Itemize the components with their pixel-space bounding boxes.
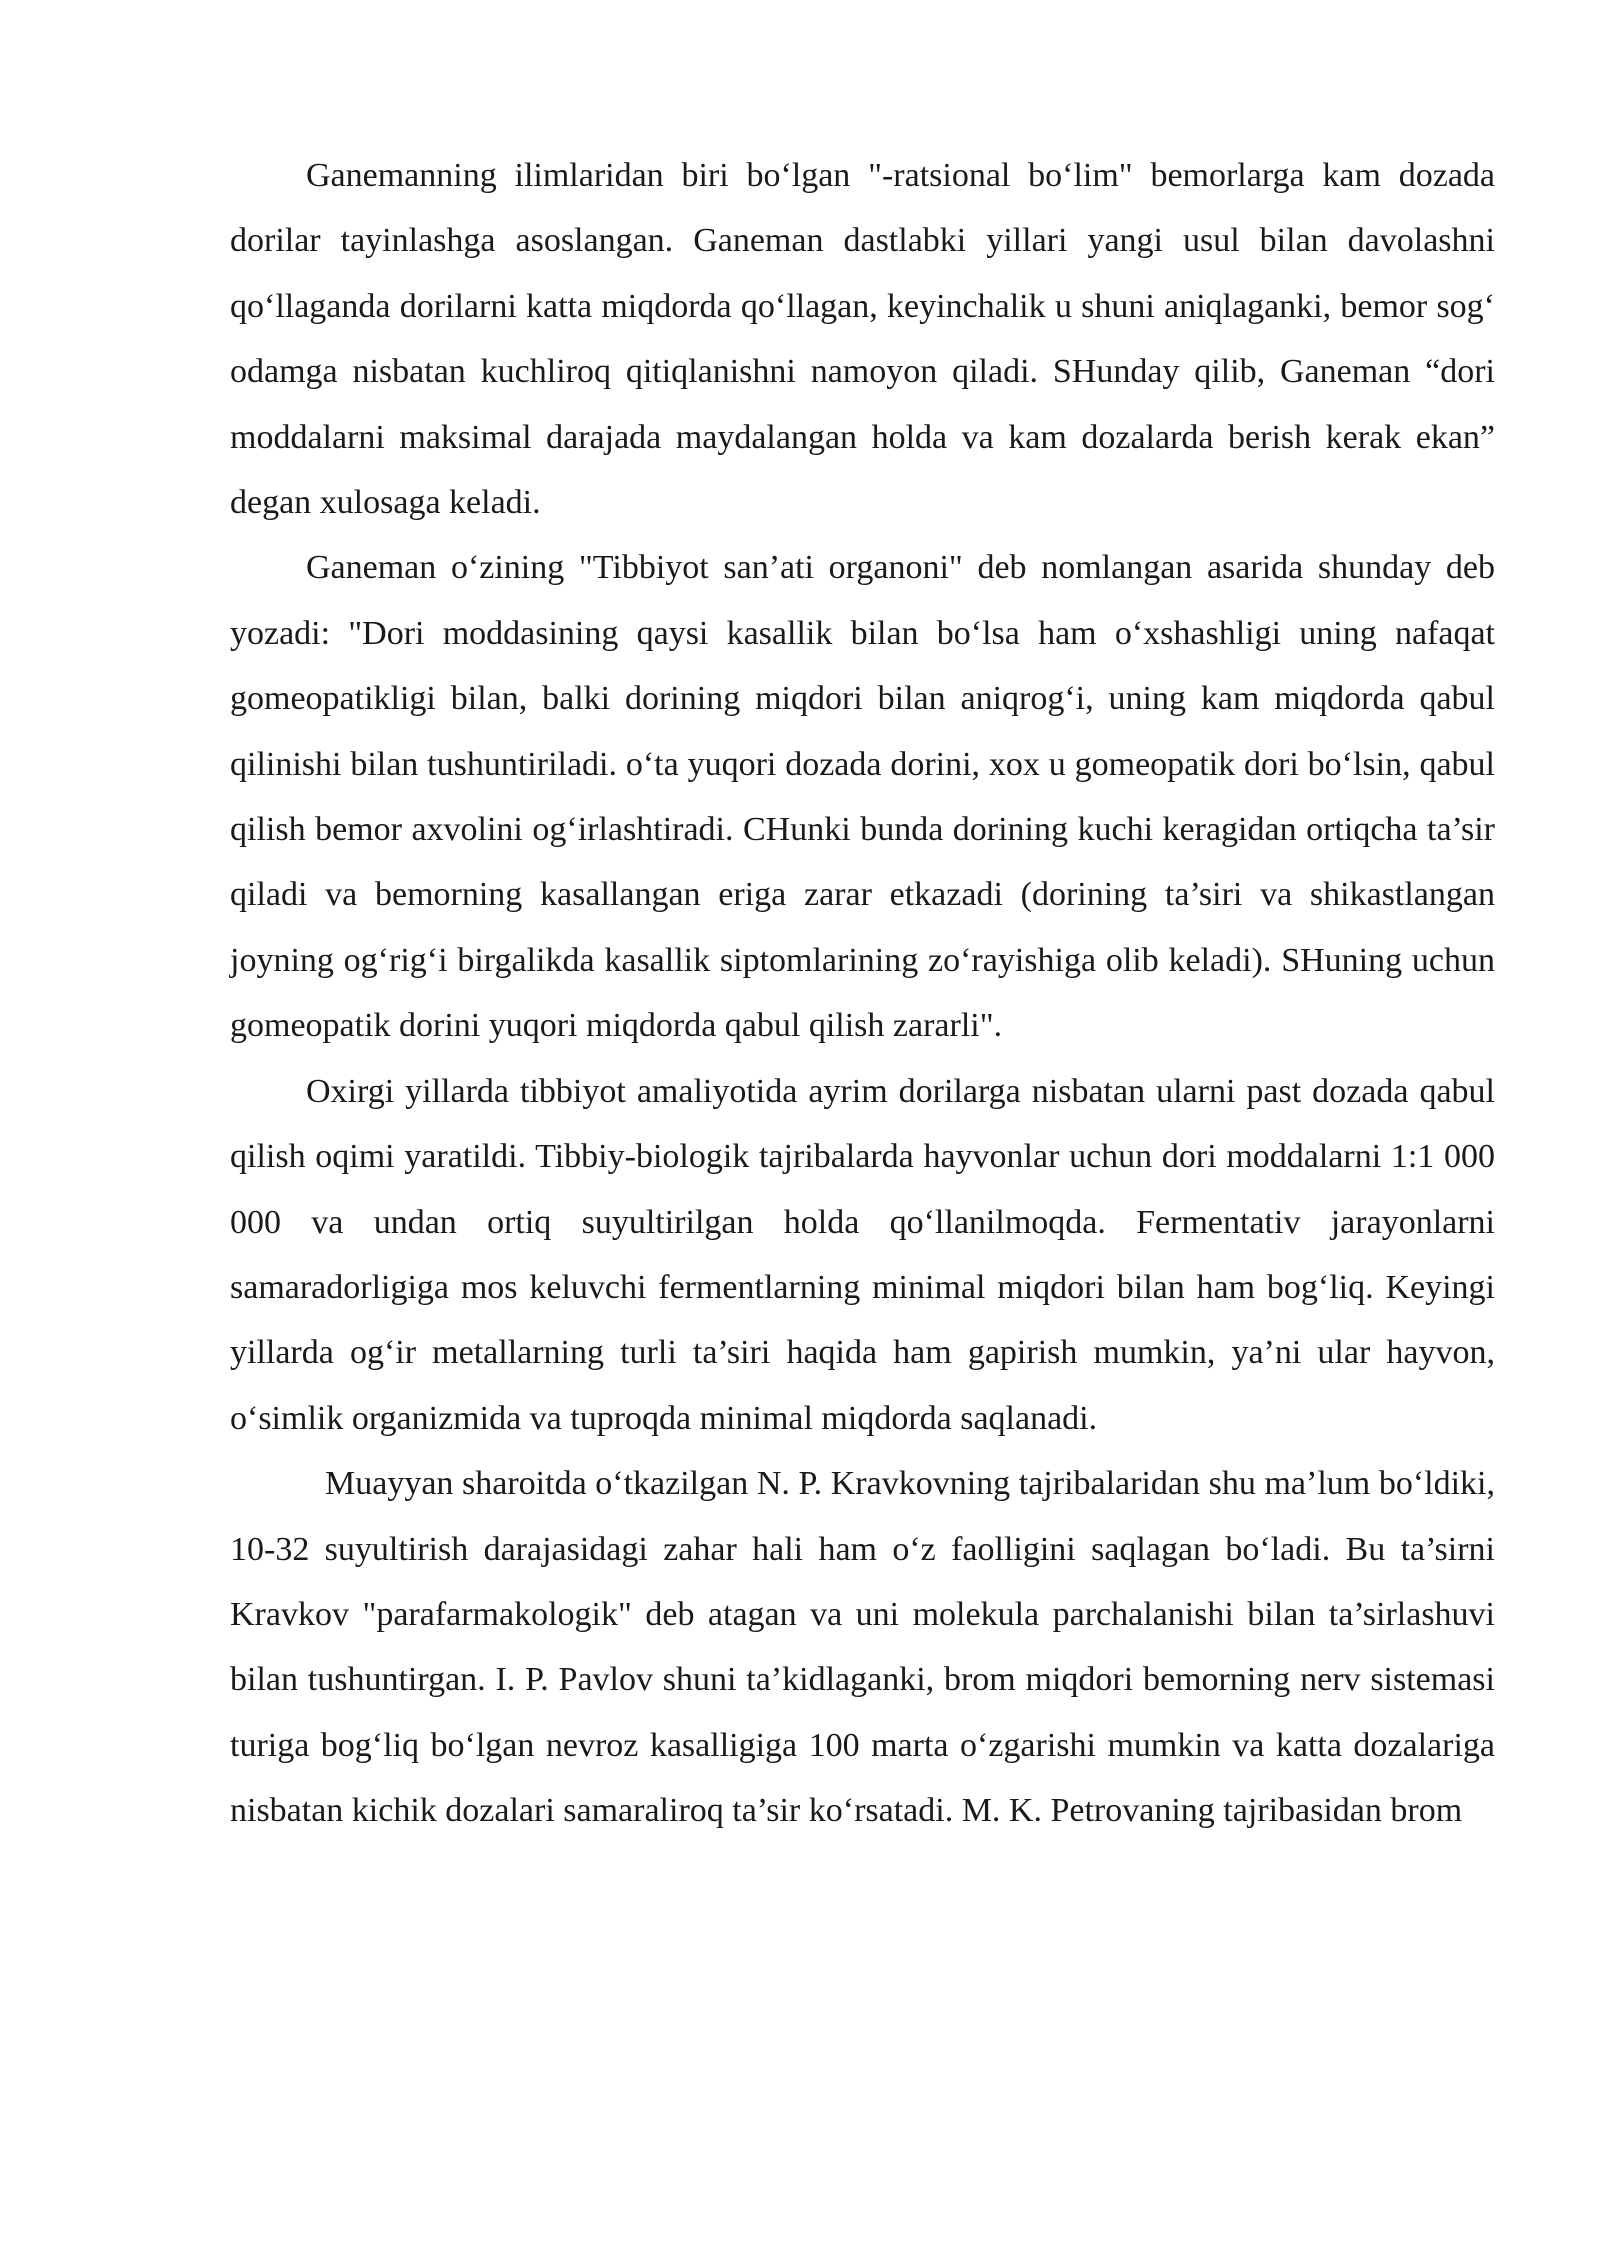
- document-page: [230, 143, 1495, 1844]
- paragraph-4: Muayyan sharoitda o‘tkazilgan N. P. Kravkovning tajribalaridan shu ma’lum bo‘ldiki, 10-32 suyultirish darajasidagi zahar hali ham o‘z faolligini saqlagan bo‘ladi. Bu ta’sirni Kravkov "parafarmakologik" deb atagan va uni molekula parchalanishi bilan ta’sirlashuvi bilan tushuntirgan. I. P. Pavlov shuni ta’kidlaganki, brom miqdori bemorning nerv sistemasi turiga bog‘liq bo‘lgan nevroz kasalligiga 100 marta o‘zgarishi mumkin va katta dozalariga nisbatan kichik dozalari samaraliroq ta’sir ko‘rsatadi. M. K. Petrovaning tajribasidan brom: [230, 1465, 1495, 1830]
- paragraph-3: Oxirgi yillarda tibbiyot amaliyotida ayrim dorilarga nisbatan ularni past dozada qabul qilish oqimi yaratildi. Tibbiy-biologik tajribalarda hayvonlar uchun dori moddalarni 1:1 000 000 va undan ortiq suyultirilgan holda qo‘llanilmoqda. Fermentativ jarayonlarni samaradorligiga mos keluvchi fermentlarning minimal miqdori bilan ham bog‘liq. Keyingi yillarda og‘ir metallarning turli ta’siri haqida ham gapirish mumkin, ya’ni ular hayvon, o‘simlik organizmida va tuproqda minimal miqdorda saqlanadi.: [230, 1072, 1495, 1437]
- paragraph-2: Ganeman o‘zining "Tibbiyot san’ati organoni" deb nomlangan asarida shunday deb yozadi: "Dori moddasining qaysi kasallik bilan bo‘lsa ham o‘xshashligi uning nafaqat gomeopatikligi bilan, balki dorining miqdori bilan aniqrog‘i, uning kam miqdorda qabul qilinishi bilan tushuntiriladi. o‘ta yuqori dozada dorini, xox u gomeopatik dori bo‘lsin, qabul qilish bemor axvolini og‘irlashtiradi. CHunki bunda dorining kuchi keragidan ortiqcha ta’sir qiladi va bemorning kasallangan eriga zarar etkazadi (dorining ta’siri va shikastlangan joyning og‘rig‘i birgalikda kasallik siptomlarining zo‘rayishiga olib keladi). SHuning uchun gomeopatik dorini yuqori miqdorda qabul qilish zararli".: [230, 549, 1495, 1045]
- paragraph-1: Ganemanning ilimlaridan biri bo‘lgan "-ratsional bo‘lim" bemorlarga kam dozada dorilar tayinlashga asoslangan. Ganeman dastlabki yillari yangi usul bilan davolashni qo‘llaganda dorilarni katta miqdorda qo‘llagan, keyinchalik u shuni aniqlaganki, bemor sog‘ odamga nisbatan kuchliroq qitiqlanishni namoyon qiladi. SHunday qilib, Ganeman “dori moddalarni maksimal darajada maydalangan holda va kam dozalarda berish kerak ekan” degan xulosaga keladi.: [230, 157, 1495, 522]
